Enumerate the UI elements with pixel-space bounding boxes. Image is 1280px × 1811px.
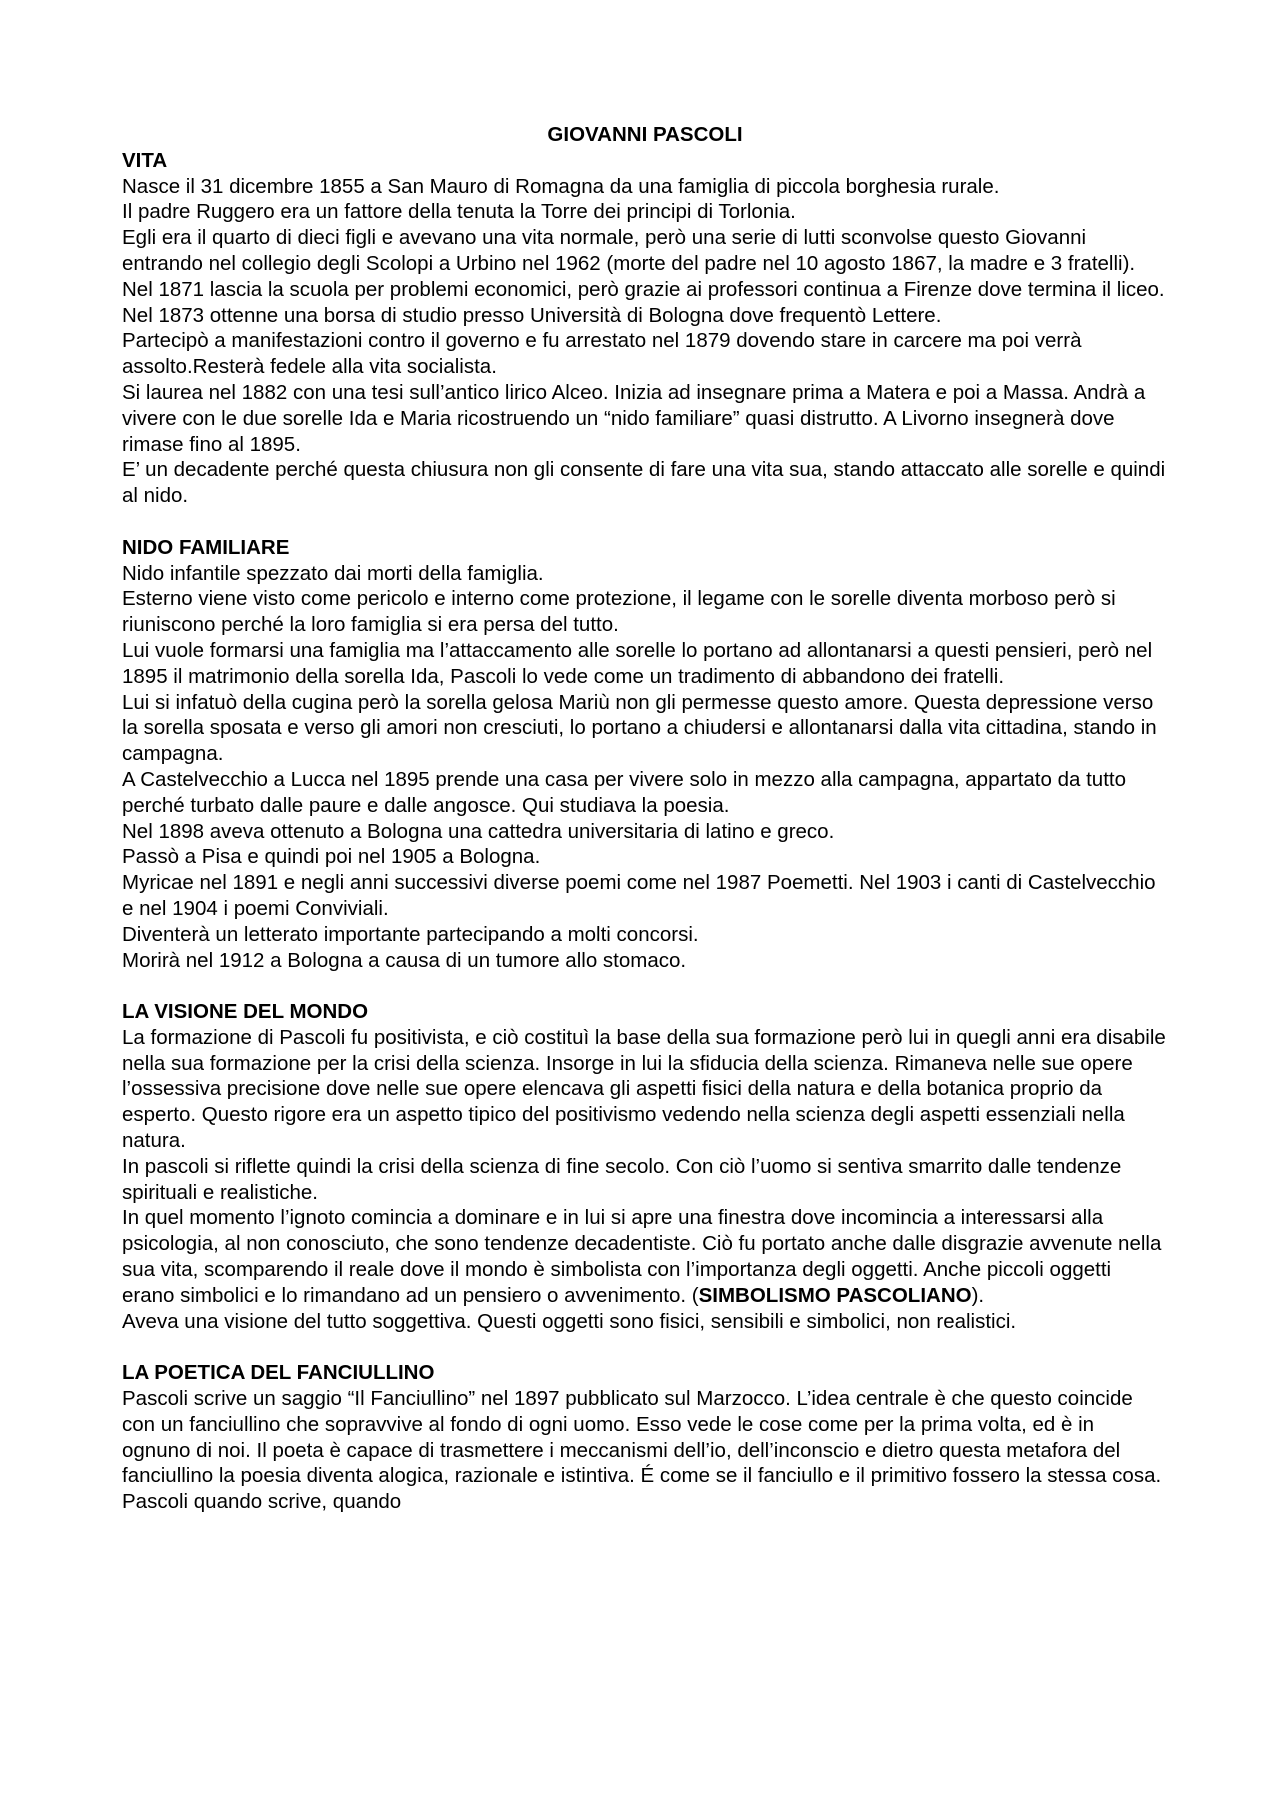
section-heading: NIDO FAMILIARE: [122, 535, 290, 559]
paragraph: Myricae nel 1891 e negli anni successivi diverse poemi come nel 1987 Poemetti. Nel 1903 i canti di Castelvecchio e nel 1904 i poemi Conviviali.: [122, 871, 1156, 920]
paragraph: Morirà nel 1912 a Bologna a causa di un tumore allo stomaco.: [122, 948, 687, 972]
paragraph: E’ un decadente perché questa chiusura non gli consente di fare una vita sua, stando attaccato alle sorelle e quindi al nido.: [122, 458, 1166, 508]
paragraph: A Castelvecchio a Lucca nel 1895 prende una casa per vivere solo in mezzo alla campagna, appartato da tutto perché turbato dalle paure e dalle angosce. Qui studiava la poesia.: [122, 767, 1126, 817]
paragraph: Nasce il 31 dicembre 1855 a San Mauro di Romagna da una famiglia di piccola borghesia rurale.: [122, 174, 1000, 198]
section-heading: VITA: [122, 148, 168, 172]
paragraph: Aveva una visione del tutto soggettiva. Questi oggetti sono fisici, sensibili e simbolici, non realistici.: [122, 1309, 1017, 1333]
paragraph: Lui si infatuò della cugina però la sorella gelosa Mariù non gli permesse questo amore. Questa depressione verso la sorella sposata e verso gli amori non cresciuti, lo portano a chiudersi e allontanarsi dalla vita cittadina, stando in campagna.: [122, 690, 1157, 766]
paragraph: Nel 1871 lascia la scuola per problemi economici, però grazie ai professori continua a Firenze dove termina il liceo.: [122, 277, 1165, 301]
paragraph-simbolismo: [122, 1205, 1168, 1308]
section-visione-del-mondo: [122, 999, 1168, 1334]
paragraph: Lui vuole formarsi una famiglia ma l’attaccamento alle sorelle lo portano ad allontanarsi a questi pensieri, però nel 1895 il matrimonio della sorella Ida, Pascoli lo vede come un tradimento di abbandono dei fratelli.: [122, 638, 1153, 688]
section-nido-familiare: [122, 535, 1168, 974]
document-page: [122, 122, 1168, 1515]
paragraph: La formazione di Pascoli fu positivista, e ciò costituì la base della sua formazione però lui in quegli anni era disabile nella sua formazione per la crisi della scienza. Insorge in lui la sfiducia della scienza. Rimaneva nelle sue opere l’ossessiva precisione dove nelle sue opere elencava gli aspetti fisici della natura e della botanica proprio da esperto. Questo rigore era un aspetto tipico del positivismo vedendo nella scienza degli aspetti essenziali nella natura.: [122, 1025, 1166, 1153]
paragraph-text: In quel momento l’ignoto comincia a dominare e in lui si apre una finestra dove incomincia a interessarsi alla psicologia, al non conosciuto, che sono tendenze decadentiste. Ciò fu portato anche dalle disgrazie avvenute nella sua vita, scomparendo il reale dove il mondo è simbolista con l’importanza degli oggetti. Anche piccoli oggetti erano simbolici e lo rimandano ad un pensiero o avvenimento. (: [122, 1206, 1162, 1307]
paragraph: Esterno viene visto come pericolo e interno come protezione, il legame con le sorelle diventa morboso però si riuniscono perché la loro famiglia si era persa del tutto.: [122, 587, 1116, 637]
section-poetica-del-fanciullino: [122, 1360, 1168, 1515]
paragraph: Partecipò a manifestazioni contro il governo e fu arrestato nel 1879 dovendo stare in carcere ma poi verrà assolto.Resterà fedele alla vita socialista.: [122, 329, 1082, 379]
section-heading: LA VISIONE DEL MONDO: [122, 1000, 369, 1024]
paragraph: In pascoli si riflette quindi la crisi della scienza di fine secolo. Con ciò l’uomo si sentiva smarrito dalle tendenze spirituali e realistiche.: [122, 1154, 1122, 1204]
paragraph: Nel 1873 ottenne una borsa di studio presso Università di Bologna dove frequentò Lettere.: [122, 303, 942, 327]
paragraph: Si laurea nel 1882 con una tesi sull’antico lirico Alceo. Inizia ad insegnare prima a Matera e poi a Massa. Andrà a vivere con le due sorelle Ida e Maria ricostruendo un “nido familiare” quasi distrutto. A Livorno insegnerà dove rimase fino al 1895.: [122, 380, 1146, 456]
section-vita: [122, 148, 1168, 509]
document-title: GIOVANNI PASCOLI: [547, 123, 743, 146]
paragraph: Il padre Ruggero era un fattore della tenuta la Torre dei principi di Torlonia.: [122, 200, 796, 224]
paragraph: Passò a Pisa e quindi poi nel 1905 a Bologna.: [122, 845, 541, 869]
paragraph: Nido infantile spezzato dai morti della famiglia.: [122, 561, 544, 585]
paragraph: Diventerà un letterato importante partecipando a molti concorsi.: [122, 922, 699, 946]
paragraph-text: ).: [971, 1283, 985, 1307]
paragraph: Egli era il quarto di dieci figli e avevano una vita normale, però una serie di lutti sconvolse questo Giovanni entrando nel collegio degli Scolopi a Urbino nel 1962 (morte del padre nel 10 agosto 1867, la madre e 3 fratelli).: [122, 226, 1136, 275]
section-heading: LA POETICA DEL FANCIULLINO: [122, 1361, 435, 1385]
paragraph: Nel 1898 aveva ottenuto a Bologna una cattedra universitaria di latino e greco.: [122, 819, 835, 843]
emphasis-simbolismo-pascoliano: SIMBOLISMO PASCOLIANO: [698, 1283, 972, 1307]
paragraph: Pascoli scrive un saggio “Il Fanciullino” nel 1897 pubblicato sul Marzocco. L’idea centrale è che questo coincide con un fanciullino che sopravvive al fondo di ogni uomo. Esso vede le cose come per la prima volta, ed è in ognuno di noi. Il poeta è capace di trasmettere i meccanismi dell’io, dell’inconscio e dietro questa metafora del fanciullino la poesia diventa alogica, razionale e istintiva. É come se il fanciullo e il primitivo fossero la stessa cosa. Pascoli quando scrive, quando: [122, 1387, 1162, 1514]
